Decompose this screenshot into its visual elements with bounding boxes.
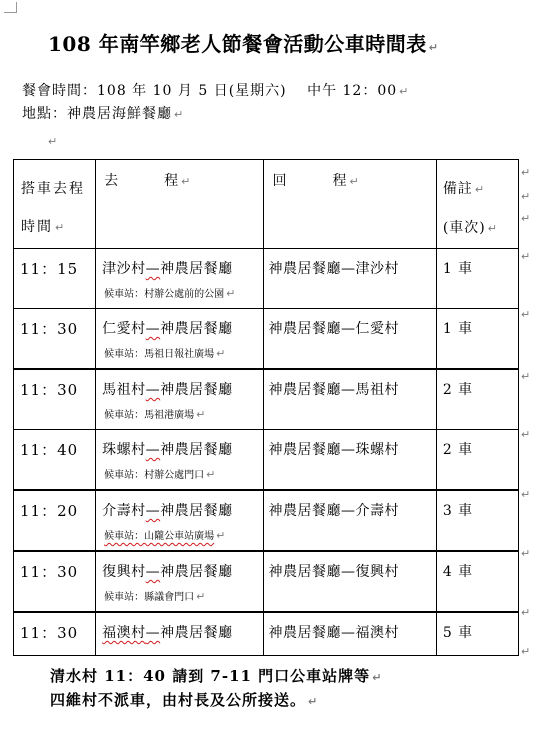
header-go-cell bbox=[96, 160, 264, 249]
row-end-mark-icon: ↵ bbox=[521, 547, 531, 560]
paragraph-mark-icon: ↵ bbox=[487, 222, 498, 235]
route-village: 福澳村 bbox=[102, 625, 146, 641]
route-destination: 神農居餐廳 bbox=[160, 321, 233, 337]
paragraph-mark-icon: ↵ bbox=[196, 590, 206, 603]
row-end-mark-icon: ↵ bbox=[521, 488, 531, 501]
car-number: 1 車 bbox=[442, 261, 474, 277]
car-cell bbox=[436, 249, 518, 309]
event-time-line bbox=[22, 80, 409, 100]
go-cell bbox=[96, 551, 264, 612]
route-dash: — bbox=[145, 261, 161, 277]
return-route: 神農居餐廳—介壽村 bbox=[268, 503, 399, 519]
return-route: 神農居餐廳—馬祖村 bbox=[268, 382, 399, 398]
car-cell bbox=[436, 551, 518, 612]
bus-stop-text: 候車站：縣議會門口 bbox=[104, 592, 195, 603]
paragraph-mark-icon: ↵ bbox=[196, 408, 206, 421]
car-cell bbox=[436, 430, 518, 491]
car-number: 3 車 bbox=[442, 503, 474, 519]
paragraph-mark-icon: ↵ bbox=[399, 85, 410, 98]
route-dash: — bbox=[145, 625, 161, 641]
return-cell bbox=[264, 490, 436, 551]
time-cell bbox=[14, 249, 96, 309]
blank-paragraph bbox=[46, 130, 57, 149]
row-end-mark-icon: ↵ bbox=[521, 428, 531, 441]
car-number: 1 車 bbox=[442, 321, 474, 337]
return-route: 神農居餐廳—珠螺村 bbox=[268, 442, 399, 458]
time-cell bbox=[14, 430, 96, 491]
bus-schedule-table bbox=[13, 159, 519, 656]
table-row bbox=[14, 490, 519, 551]
route-dash: — bbox=[145, 321, 161, 337]
route-village: 仁愛村 bbox=[102, 321, 146, 337]
row-end-mark-icon: ↵ bbox=[521, 645, 531, 658]
bus-stop-text: 候車站：山隴公車站廣場 bbox=[104, 531, 215, 542]
row-end-mark-icon: ↵ bbox=[521, 250, 531, 263]
route-dash: — bbox=[145, 564, 161, 580]
time-cell bbox=[14, 490, 96, 551]
document-title bbox=[48, 28, 438, 57]
departure-time: 11：30 bbox=[20, 563, 79, 581]
car-number: 4 車 bbox=[442, 564, 474, 580]
return-cell bbox=[264, 369, 436, 430]
bus-stop-text: 候車站：馬祖日報社廣場 bbox=[104, 349, 215, 360]
header-note-line2: (車次) bbox=[442, 220, 486, 236]
header-go-label: 去 程 bbox=[104, 173, 180, 189]
paragraph-mark-icon: ↵ bbox=[206, 468, 216, 481]
header-note-line1: 備註 bbox=[442, 181, 473, 197]
route-village: 介壽村 bbox=[102, 503, 146, 519]
table-row bbox=[14, 551, 519, 612]
route-dash: — bbox=[145, 503, 161, 519]
paragraph-mark-icon: ↵ bbox=[226, 287, 236, 300]
return-cell bbox=[264, 309, 436, 370]
paragraph-mark-icon: ↵ bbox=[349, 175, 360, 188]
footer-note-2 bbox=[50, 689, 318, 710]
paragraph-mark-icon: ↵ bbox=[308, 695, 319, 708]
go-cell bbox=[96, 490, 264, 551]
table-row bbox=[14, 612, 519, 656]
table-header-row bbox=[14, 160, 519, 249]
page-corner-mark bbox=[4, 2, 17, 13]
paragraph-mark-icon: ↵ bbox=[216, 529, 226, 542]
paragraph-mark-icon: ↵ bbox=[174, 108, 185, 121]
row-end-mark-icon: ↵ bbox=[521, 212, 531, 225]
paragraph-mark-icon: ↵ bbox=[216, 347, 226, 360]
return-cell bbox=[264, 612, 436, 656]
time-cell bbox=[14, 612, 96, 656]
time-cell bbox=[14, 369, 96, 430]
row-end-mark-icon: ↵ bbox=[521, 370, 531, 383]
car-number: 2 車 bbox=[442, 382, 474, 398]
return-cell bbox=[264, 249, 436, 309]
paragraph-mark-icon: ↵ bbox=[48, 135, 58, 148]
departure-time: 11：30 bbox=[20, 381, 79, 399]
route-village: 津沙村 bbox=[102, 261, 146, 277]
paragraph-mark-icon: ↵ bbox=[428, 41, 439, 54]
departure-time: 11：30 bbox=[20, 624, 79, 642]
event-place-text: 地點：神農居海鮮餐廳 bbox=[22, 106, 172, 122]
route-village: 馬祖村 bbox=[102, 382, 146, 398]
paragraph-mark-icon: ↵ bbox=[181, 175, 192, 188]
departure-time: 11：30 bbox=[20, 320, 79, 338]
row-end-mark-icon: ↵ bbox=[521, 166, 531, 179]
return-route: 神農居餐廳—仁愛村 bbox=[268, 321, 399, 337]
table-row bbox=[14, 309, 519, 370]
return-route: 神農居餐廳—復興村 bbox=[268, 564, 399, 580]
header-time-cell bbox=[14, 160, 96, 249]
footer-note-1-text: 清水村 11：40 請到 7-11 門口公車站牌等 bbox=[50, 667, 371, 685]
paragraph-mark-icon: ↵ bbox=[372, 671, 383, 684]
table-row bbox=[14, 249, 519, 309]
paragraph-mark-icon: ↵ bbox=[474, 183, 486, 196]
route-destination: 神農居餐廳 bbox=[160, 442, 233, 458]
go-cell bbox=[96, 309, 264, 370]
table-row bbox=[14, 369, 519, 430]
bus-stop-text: 候車站：村辦公處門口 bbox=[104, 470, 205, 481]
header-back-label: 回 程 bbox=[272, 173, 348, 189]
bus-stop-text: 候車站：村辦公處前的公園 bbox=[104, 289, 225, 300]
car-cell bbox=[436, 369, 518, 430]
go-cell bbox=[96, 369, 264, 430]
car-cell bbox=[436, 309, 518, 370]
bus-stop-text: 候車站：馬祖港廣場 bbox=[104, 410, 195, 421]
row-end-mark-icon: ↵ bbox=[521, 190, 531, 203]
return-route: 神農居餐廳—津沙村 bbox=[268, 261, 399, 277]
event-time-text: 餐會時間：108 年 10 月 5 日(星期六) 中午 12：00 bbox=[22, 83, 398, 99]
time-cell bbox=[14, 309, 96, 370]
header-time-line2: 時間 bbox=[21, 219, 53, 235]
table-row bbox=[14, 430, 519, 491]
row-end-mark-icon: ↵ bbox=[521, 606, 531, 619]
return-cell bbox=[264, 430, 436, 491]
return-route: 神農居餐廳—福澳村 bbox=[268, 625, 399, 641]
departure-time: 11：40 bbox=[20, 441, 79, 459]
go-cell bbox=[96, 430, 264, 491]
header-time-line1: 搭車去程 bbox=[21, 181, 85, 197]
time-cell bbox=[14, 551, 96, 612]
car-cell bbox=[436, 490, 518, 551]
go-cell bbox=[96, 249, 264, 309]
route-destination: 神農居餐廳 bbox=[160, 503, 233, 519]
car-number: 5 車 bbox=[442, 625, 474, 641]
event-place-line bbox=[22, 103, 184, 123]
route-village: 珠螺村 bbox=[102, 442, 146, 458]
header-back-cell bbox=[264, 160, 436, 249]
route-destination: 神農居餐廳 bbox=[160, 625, 233, 641]
return-cell bbox=[264, 551, 436, 612]
car-number: 2 車 bbox=[442, 442, 474, 458]
header-note-cell bbox=[436, 160, 518, 249]
route-village: 復興村 bbox=[102, 564, 146, 580]
car-cell bbox=[436, 612, 518, 656]
title-text: 108 年南竿鄉老人節餐會活動公車時間表 bbox=[48, 32, 427, 56]
departure-time: 11：15 bbox=[20, 260, 79, 278]
paragraph-mark-icon: ↵ bbox=[55, 221, 67, 234]
route-destination: 神農居餐廳 bbox=[160, 564, 233, 580]
go-cell bbox=[96, 612, 264, 656]
row-end-mark-icon: ↵ bbox=[521, 308, 531, 321]
route-destination: 神農居餐廳 bbox=[160, 382, 233, 398]
route-destination: 神農居餐廳 bbox=[160, 261, 233, 277]
footer-note-2-text: 四維村不派車，由村長及公所接送。 bbox=[50, 691, 307, 709]
route-dash: — bbox=[145, 382, 161, 398]
route-dash: — bbox=[145, 442, 161, 458]
departure-time: 11：20 bbox=[20, 502, 79, 520]
footer-note-1 bbox=[50, 665, 382, 686]
